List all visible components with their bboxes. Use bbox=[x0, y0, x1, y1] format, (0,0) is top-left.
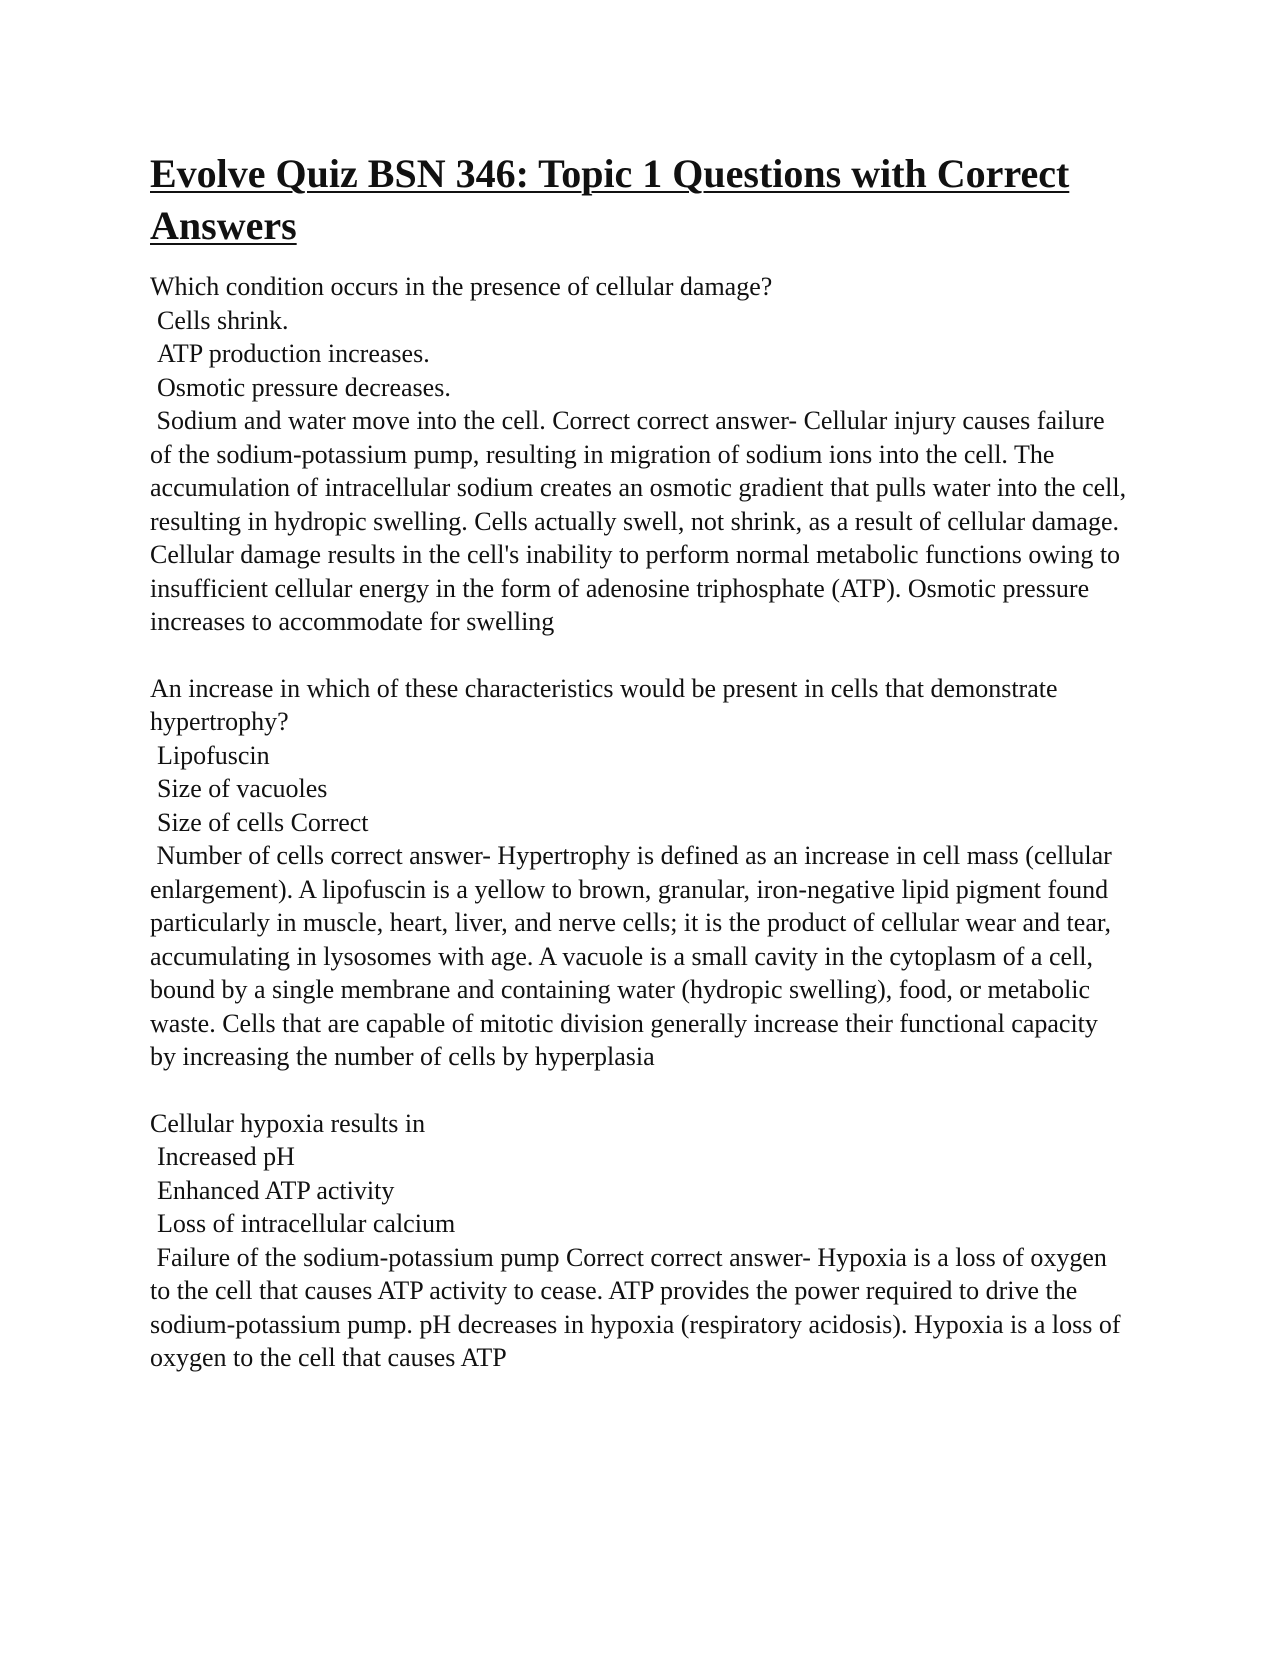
answer-explanation bbox=[150, 404, 1133, 639]
answer-explanation bbox=[150, 839, 1130, 1074]
option-text: Size of vacuoles bbox=[157, 774, 328, 803]
document-title: Evolve Quiz BSN 346: Topic 1 Questions with Correct Answers bbox=[150, 151, 1070, 248]
answer-explanation-text: Sodium and water move into the cell. Correct correct answer- Cellular injury causes failure of the sodium-potassium pump, resulting in migration of sodium ions into the cell. The accumulation of intracellular sodium creates an osmotic gradient that pulls water into the cell, resulting in hydropic swelling. Cells actually swell, not shrink, as a result of cellular damage. Cellular damage results in the cell's inability to perform normal metabolic functions owing to insufficient cellular energy in the form of adenosine triphosphate (ATP). Osmotic pressure increases to accommodate for swelling bbox=[150, 406, 1133, 636]
option-text: Size of cells Correct bbox=[157, 807, 369, 837]
answer-explanation bbox=[150, 1241, 1130, 1375]
question-text: An increase in which of these characteristics would be present in cells that demonstrate hypertrophy? bbox=[150, 673, 1065, 736]
answer-explanation-text: Number of cells correct answer- Hypertrophy is defined as an increase in cell mass (cellular enlargement). A lipofuscin is a yellow to brown, granular, iron-negative lipid pigment found particularly in muscle, heart, liver, and nerve cells; it is the product of cellular wear and tear, accumulating in lysosomes with age. A vacuole is a small cavity in the cytoplasm of a cell, bound by a single membrane and containing water (hydropic swelling), food, or metabolic waste. Cells that are capable of mitotic division generally increase their functional capacity by increasing the number of cells by hyperplasia bbox=[150, 841, 1119, 1071]
option-text: Cells shrink. bbox=[157, 305, 289, 335]
option-text: Lipofuscin bbox=[157, 740, 270, 770]
question-block-2 bbox=[150, 672, 1130, 1074]
question-block-1 bbox=[150, 270, 1133, 639]
question-text: Cellular hypoxia results in bbox=[150, 1108, 426, 1138]
question-text: Which condition occurs in the presence of cellular damage? bbox=[150, 272, 773, 301]
option-text: Loss of intracellular calcium bbox=[157, 1209, 456, 1238]
document-page bbox=[150, 148, 1133, 1375]
option-text: ATP production increases. bbox=[157, 339, 430, 368]
option-text: Osmotic pressure decreases. bbox=[157, 372, 451, 402]
answer-explanation-text: Failure of the sodium-potassium pump Correct correct answer- Hypoxia is a loss of oxygen to the cell that causes ATP activity to cease. ATP provides the power required to drive the sodium-potassium pump. pH decreases in hypoxia (respiratory acidosis). Hypoxia is a loss of oxygen to the cell that causes ATP bbox=[150, 1242, 1127, 1372]
question-block-3 bbox=[150, 1107, 1130, 1375]
option-text: Increased pH bbox=[157, 1142, 295, 1171]
option-text: Enhanced ATP activity bbox=[157, 1175, 395, 1205]
